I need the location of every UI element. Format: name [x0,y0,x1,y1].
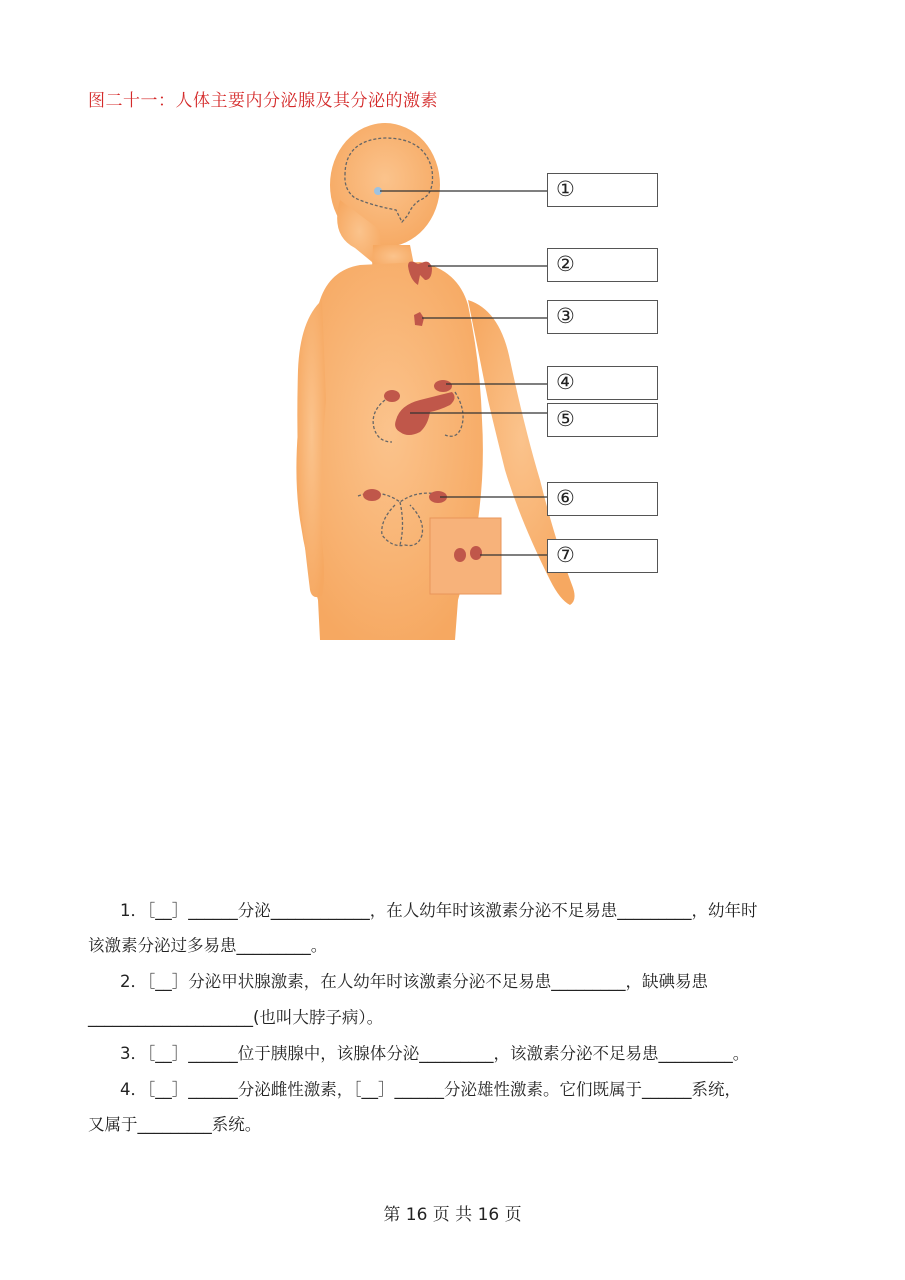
ovary-left [363,489,381,501]
adrenal-gland-right [434,380,452,392]
question-1-line-1: 1．［__］______分泌____________，在人幼年时该激素分泌不足易患_________，幼年时 [120,901,758,920]
label-2: ② [547,248,658,282]
question-2-line-2: ____________________(也叫大脖子病）。 [88,1008,384,1027]
question-2-line-1: 2．［__］分泌甲状腺激素，在人幼年时该激素分泌不足易患_________，缺碘易患 [120,972,708,991]
question-4-line-1: 4．［__］______分泌雌性激素，［__］______分泌雄性激素。它们既属于______系统， [120,1080,741,1099]
testis-left [454,548,466,562]
question-4-line-2: 又属于_________系统。 [88,1115,262,1134]
label-3: ③ [547,300,658,334]
label-4: ④ [547,366,658,400]
label-1: ① [547,173,658,207]
page-footer: 第 16 页 共 16 页 [383,1205,522,1225]
adrenal-gland-left [384,390,400,402]
label-5: ⑤ [547,403,658,437]
label-7: ⑦ [547,539,658,573]
label-6: ⑥ [547,482,658,516]
testis-right [470,546,482,560]
question-1-line-2: 该激素分泌过多易患_________。 [88,936,328,955]
figure-caption: 图二十一：人体主要内分泌腺及其分泌的激素 [88,91,438,111]
question-3-line-1: 3．［__］______位于胰腺中，该腺体分泌_________，该激素分泌不足易患_________。 [120,1044,750,1063]
